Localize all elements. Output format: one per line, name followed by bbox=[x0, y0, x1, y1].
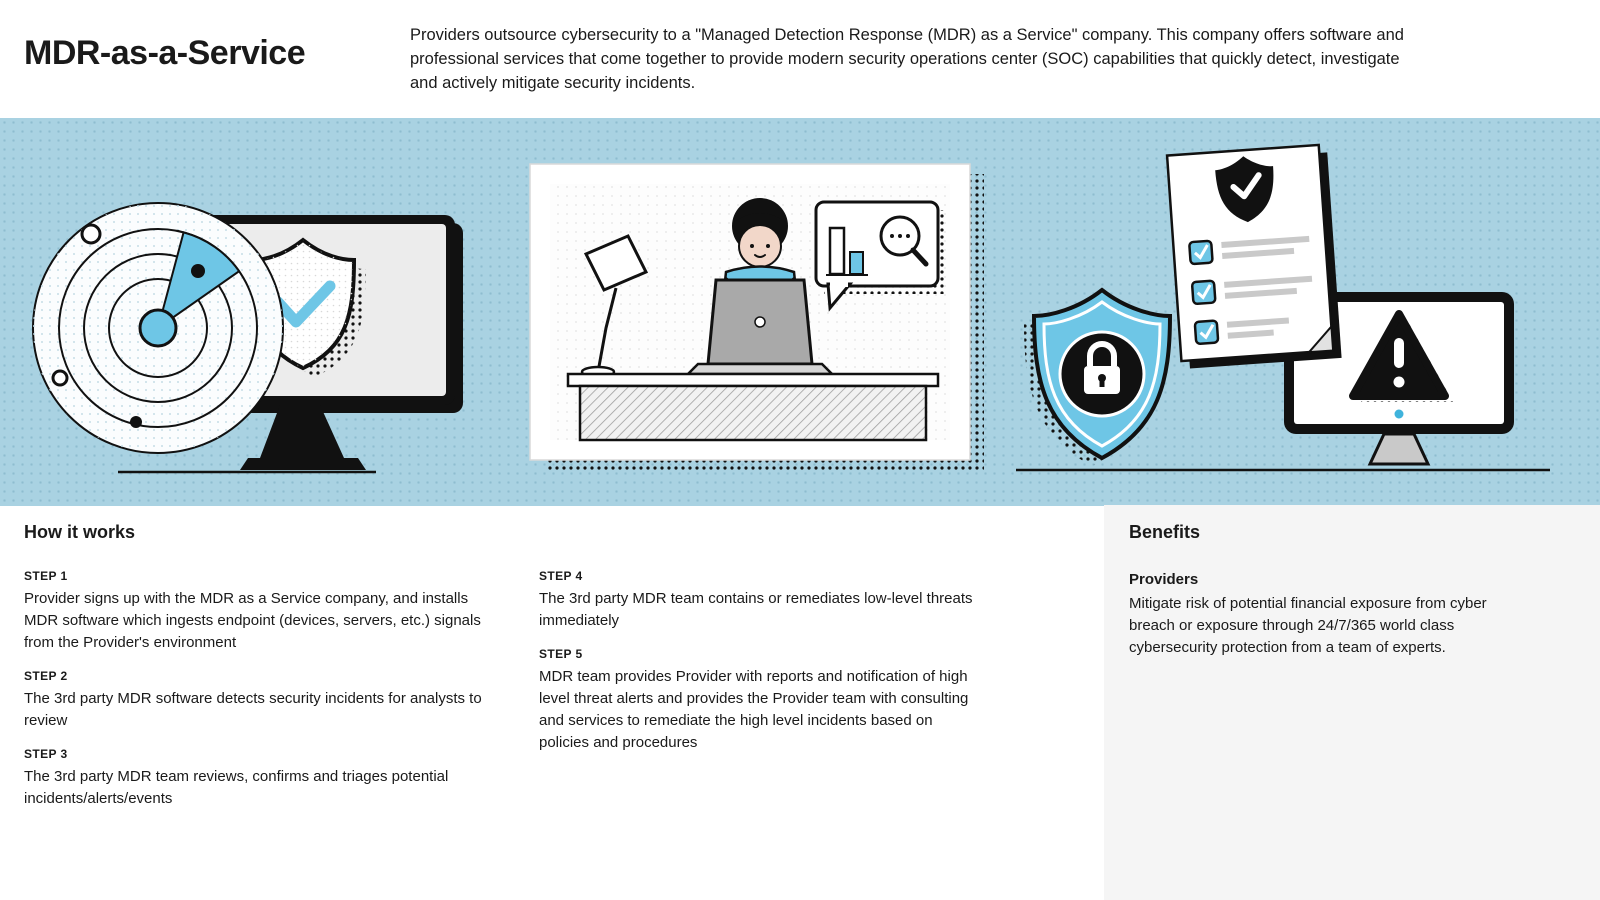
step-4 bbox=[539, 569, 981, 632]
step-3-label: STEP 3 bbox=[24, 747, 68, 762]
step-4-text: The 3rd party MDR team contains or remediates low-level threats immediately bbox=[539, 590, 973, 630]
step-3-text: The 3rd party MDR team reviews, confirms and triages potential incidents/alerts/events bbox=[24, 768, 449, 808]
step-1-label: STEP 1 bbox=[24, 569, 68, 583]
benefits-audience: Providers bbox=[1129, 571, 1199, 588]
steps-column-2 bbox=[539, 569, 981, 769]
radar-monitor-illustration bbox=[8, 196, 478, 496]
how-it-works-heading: How it works bbox=[24, 522, 136, 542]
benefits-panel bbox=[1104, 505, 1600, 900]
step-5 bbox=[539, 647, 981, 754]
step-2-text: The 3rd party MDR software detects security incidents for analysts to review bbox=[24, 690, 482, 730]
analyst-desk-illustration bbox=[520, 158, 990, 476]
step-2 bbox=[24, 669, 486, 732]
step-2-label: STEP 2 bbox=[24, 669, 68, 684]
step-5-text: MDR team provides Provider with reports and notification of high level threat alerts and provides the Provider team with consulting and services to remediate the high level incidents based on policies and procedures bbox=[539, 668, 969, 752]
step-3 bbox=[24, 747, 486, 810]
shield-lock-alert-illustration bbox=[1002, 142, 1562, 482]
benefits-text: Mitigate risk of potential financial exposure from cyber breach or exposure through 24/7/365 world class cybersecurity protection from a team of experts. bbox=[1129, 595, 1487, 657]
benefits-heading: Benefits bbox=[1129, 522, 1201, 542]
steps-column-1 bbox=[24, 569, 486, 825]
illustration-band bbox=[0, 118, 1600, 506]
intro-paragraph: Providers outsource cybersecurity to a "Managed Detection Response (MDR) as a Service" company. This company offers software and professional services that come together to provide modern security operations center (SOC) capabilities that quickly detect, investigate and actively mitigate security incidents. bbox=[410, 26, 1404, 92]
step-1-text: Provider signs up with the MDR as a Service company, and installs MDR software which ingests endpoint (devices, servers, etc.) signals from the Provider's environment bbox=[24, 590, 481, 652]
step-4-label: STEP 4 bbox=[539, 569, 583, 583]
page-title: MDR-as-a-Service bbox=[24, 34, 306, 72]
step-5-label: STEP 5 bbox=[539, 647, 583, 662]
step-1 bbox=[24, 569, 486, 654]
